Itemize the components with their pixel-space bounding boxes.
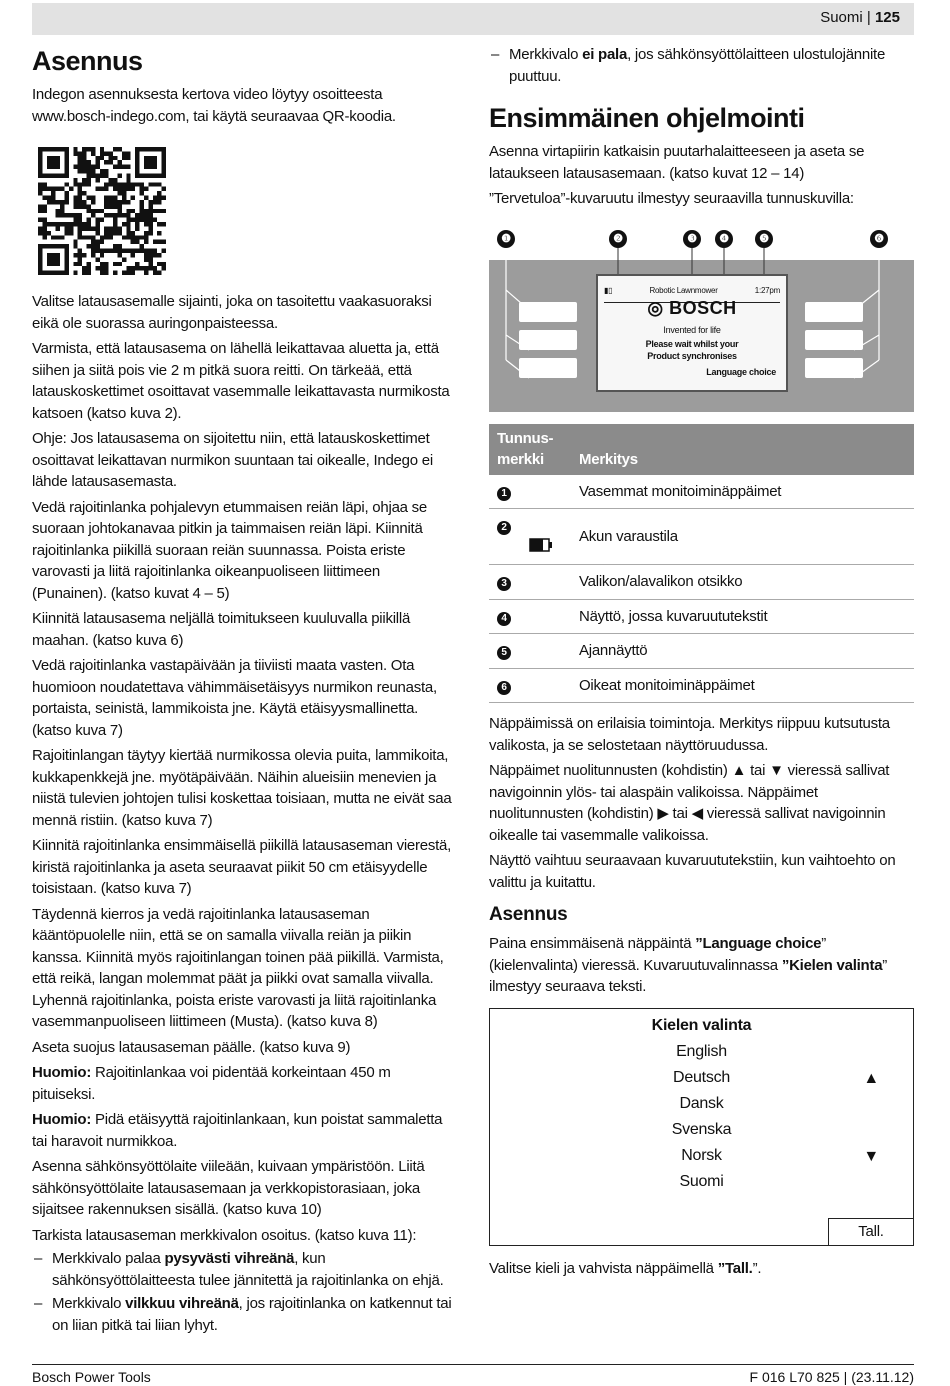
language-selection-box bbox=[489, 1008, 914, 1246]
footer-brand: Bosch Power Tools bbox=[32, 1369, 151, 1385]
paragraph: Valitse latausasemalle sijainti, joka on tasoitettu vaakasuoraksi eikä ole suorassa auringonpaisteessa. bbox=[32, 293, 432, 332]
callout-2: ❷ bbox=[609, 230, 627, 248]
paragraph: Asenna sähkönsyöttölaite viileään, kuivaan ympäristöön. Liitä sähkönsyöttölaite latausasemaan ja verkkopistorasiaan, joka sijaitsee rakennuksen sisällä. (katso kuva 10) bbox=[32, 1158, 425, 1218]
screen-message: Please wait whilst your Product synchronises bbox=[645, 338, 739, 361]
header-bar bbox=[32, 3, 914, 35]
left-button-3[interactable] bbox=[519, 358, 577, 378]
right-button-1[interactable] bbox=[805, 302, 863, 322]
arrow-down-icon: ▼ bbox=[863, 1147, 879, 1165]
language-option[interactable]: English bbox=[676, 1042, 727, 1060]
battery-icon bbox=[529, 537, 551, 550]
paragraph: Näppäimissä on erilaisia toimintoja. Merkitys riippuu kutsutusta valikosta, ja se selostetaan näyttöruudussa. bbox=[489, 715, 890, 754]
symbol-table bbox=[489, 424, 914, 704]
callout-6: ❻ bbox=[870, 230, 888, 248]
paragraph: Kiinnitä rajoitinlanka ensimmäisellä piikillä latausaseman vierestä, kiristä rajoitinlanka ja aseta seuraavat piikit 50 cm etäisyydelle toisistaan. (katso kuva 7) bbox=[32, 837, 452, 897]
paragraph: Ohje: Jos latausasema on sijoitettu niin, että latauskoskettimet osoittavat leikattavan nurmikon suuntaan tai oikealle, Indego ei lähde latausasemasta. bbox=[32, 430, 433, 490]
paragraph: Näyttö vaihtuu seuraavaan kuvaruututekstiin, kun vaihtoehto on valittu ja kuitattu. bbox=[489, 852, 896, 891]
symbol-cell bbox=[489, 565, 571, 600]
symbol-cell bbox=[489, 475, 571, 509]
left-column bbox=[32, 44, 457, 1338]
symbol-cell bbox=[489, 599, 571, 634]
right-button-2[interactable] bbox=[805, 330, 863, 350]
note-label: Huomio: bbox=[32, 1064, 92, 1081]
display-figure bbox=[489, 230, 914, 412]
meaning-cell: Valikon/alavalikon otsikko bbox=[571, 565, 914, 600]
note-text: Pidä etäisyyttä rajoitinlankaan, kun poistat sammaletta tai haravoit nurmikkoa. bbox=[32, 1111, 443, 1150]
list-item: – Merkkivalo vilkkuu vihreänä, jos rajoitinlanka on katkennut tai on liian pitkä tai liian lyhyt. bbox=[32, 1293, 457, 1336]
left-button-2[interactable] bbox=[519, 330, 577, 350]
subsection-title: Asennus bbox=[489, 904, 568, 925]
callout-3: ❸ bbox=[683, 230, 701, 248]
save-button[interactable]: Tall. bbox=[828, 1218, 914, 1246]
note-1 bbox=[32, 1062, 457, 1105]
list-item: – Merkkivalo palaa pysyvästi vihreänä, kun sähkönsyöttölaitteesta tulee jännitettä ja rajoitinlanka on ehjä. bbox=[32, 1248, 457, 1291]
meaning-cell: Näyttö, jossa kuvaruututekstit bbox=[571, 599, 914, 634]
meaning-cell: Akun varaustila bbox=[571, 509, 914, 565]
header-language: Suomi bbox=[820, 9, 863, 26]
arrow-up-icon: ▲ bbox=[863, 1069, 879, 1087]
time-display: 1:27pm bbox=[754, 285, 780, 295]
meaning-cell: Vasemmat monitoiminäppäimet bbox=[571, 475, 914, 509]
paragraph: Täydennä kierros ja vedä rajoitinlanka latausaseman kääntöpuolelle niin, että se on samalla viivalla reiän ja piikin kanssa. Kiinnitä myös rajoitinlangan toinen pää piikillä. Varmista, että reikä, langan molemmat päät ja piikki ovat samalla viivalla. Lyhennä rajoitinlanka, poista eriste varovasti ja liitä rajoitinlanka vasemmanpuoliseen liittimeen (Musta). (katso kuva 8) bbox=[32, 905, 444, 1030]
intro-text: Indegon asennuksesta kertova video löytyy osoitteesta www.bosch-indego.com, tai käytä seuraavaa QR-koodia. bbox=[32, 86, 396, 125]
lcd-screen bbox=[596, 274, 788, 392]
number-circle: 6 bbox=[497, 681, 511, 695]
section-title: Asennus bbox=[32, 46, 143, 76]
paragraph: Vedä rajoitinlanka vastapäivään ja tiiviisti maata vasten. Ota huomioon noudatettava vähimmäisetäisyys nurmikon reunasta, portaista, seinistä, lammikoista jne. Käytä etäisyysmallinetta. (katso kuva 7) bbox=[32, 657, 437, 739]
battery-icon: ▮▯ bbox=[604, 285, 613, 295]
table-row bbox=[489, 475, 914, 509]
list-item: – Merkkivalo ei pala, jos sähkönsyöttölaitteen ulostulojännite puuttuu. bbox=[489, 44, 914, 87]
footer-divider bbox=[32, 1364, 914, 1365]
language-box-title: Kielen valinta bbox=[651, 1016, 752, 1034]
symbol-cell bbox=[489, 634, 571, 669]
callout-1: ❶ bbox=[497, 230, 515, 248]
note-2 bbox=[32, 1109, 457, 1152]
paragraph: Varmista, että latausasema on lähellä leikattavaa aluetta ja, että siihen ja siitä pois vie 2 m pitkä suora reitti. On tärkeää, että latauskoskettimet osoittavat vasemmalle leikattavasta nurmikosta katsoen (katso kuva 2). bbox=[32, 340, 450, 422]
table-row bbox=[489, 634, 914, 669]
page-number: 125 bbox=[874, 9, 900, 26]
symbol-cell bbox=[489, 668, 571, 703]
number-circle: 1 bbox=[497, 487, 511, 501]
paragraph: Vedä rajoitinlanka pohjalevyn etummaisen reiän läpi, ohjaa se suoraan johtokanavaa pitkin ja taimmaisen reiän läpi. Kiinnitä rajoitinlanka piikillä suoraan reiän suunnassa. Poista eriste varovasti ja liitä rajoitinlanka oikeanpuoliseen liittimeen (Punainen). (katso kuvat 4 – 5) bbox=[32, 498, 428, 602]
right-column bbox=[489, 44, 914, 1283]
number-circle: 5 bbox=[497, 646, 511, 660]
language-option[interactable]: Deutsch bbox=[673, 1068, 730, 1086]
table-row bbox=[489, 509, 914, 565]
number-circle: 2 bbox=[497, 521, 511, 535]
table-row bbox=[489, 668, 914, 703]
paragraph: Valitse kieli ja vahvista näppäimellä ”Tall.”. bbox=[489, 1259, 762, 1277]
footer-doc-number: F 016 L70 825 | (23.11.12) bbox=[749, 1369, 914, 1385]
section-title: Ensimmäinen ohjelmointi bbox=[489, 103, 805, 133]
table-header-symbol: Tunnus- merkki bbox=[489, 424, 571, 475]
paragraph: Aseta suojus latausaseman päälle. (katso kuva 9) bbox=[32, 1038, 351, 1056]
table-row bbox=[489, 599, 914, 634]
header-separator: | bbox=[862, 9, 875, 26]
table-row bbox=[489, 565, 914, 600]
meaning-cell: Oikeat monitoiminäppäimet bbox=[571, 668, 914, 703]
language-option[interactable]: Suomi bbox=[679, 1172, 724, 1190]
paragraph: Rajoitinlangan täytyy kiertää nurmikossa olevia puita, lammikoita, kukkapenkkejä jne. myötäpäivään. Näihin alueisiin menevien ja niistä tulevien johtojen tulisi koskettaa toisiaan, mutta ne eivät saa mennä ristiin. (katso kuva 7) bbox=[32, 747, 452, 829]
paragraph: Kiinnitä latausasema neljällä toimitukseen kuuluvalla piikillä maahan. (katso kuva 6) bbox=[32, 610, 411, 649]
paragraph: Asenna virtapiirin katkaisin puutarhalaitteeseen ja aseta se lataukseen latausasemaan. (katso kuvat 12 – 14) bbox=[489, 143, 865, 182]
language-option[interactable]: Dansk bbox=[679, 1094, 724, 1112]
symbol-cell bbox=[489, 509, 571, 565]
table-header-meaning: Merkitys bbox=[571, 424, 914, 475]
left-button-1[interactable] bbox=[519, 302, 577, 322]
callout-4: ❹ bbox=[715, 230, 733, 248]
number-circle: 3 bbox=[497, 577, 511, 591]
right-button-3[interactable] bbox=[805, 358, 863, 378]
language-choice-label: Language choice bbox=[706, 367, 776, 377]
paragraph: Näppäimet nuolitunnusten (kohdistin) ▲ tai ▼ vieressä sallivat navigoinnin ylös- tai alaspäin valikoissa. Näppäimet nuolitunnusten (kohdistin) ▶ tai ◀ vieressä sallivat navigoinnin oikealle tai vasemmalle valikoissa. bbox=[489, 762, 890, 844]
number-circle: 4 bbox=[497, 612, 511, 626]
bosch-logo: ◎ BOSCH bbox=[647, 297, 737, 318]
paragraph: ”Tervetuloa”-kuvaruutu ilmestyy seuraavilla tunnuskuvilla: bbox=[489, 190, 854, 207]
paragraph: Tarkista latausaseman merkkivalon osoitus. (katso kuva 11): bbox=[32, 1226, 417, 1244]
meaning-cell: Ajannäyttö bbox=[571, 634, 914, 669]
page-header bbox=[820, 9, 900, 26]
paragraph: Paina ensimmäisenä näppäintä ”Language choice” (kielenvalinta) vieressä. Kuvaruutuvalinnassa ”Kielen valinta” ilmestyy seuraava teksti. bbox=[489, 935, 888, 995]
language-option[interactable]: Norsk bbox=[681, 1146, 722, 1164]
menu-title: Robotic Lawnmower bbox=[649, 285, 718, 295]
callout-5: ❺ bbox=[755, 230, 773, 248]
note-label: Huomio: bbox=[32, 1111, 92, 1128]
language-option[interactable]: Svenska bbox=[671, 1120, 732, 1138]
tagline: Invented for life bbox=[663, 324, 721, 335]
qr-code bbox=[38, 147, 166, 275]
note-text: Rajoitinlankaa voi pidentää korkeintaan 450 m pituiseksi. bbox=[32, 1064, 391, 1103]
